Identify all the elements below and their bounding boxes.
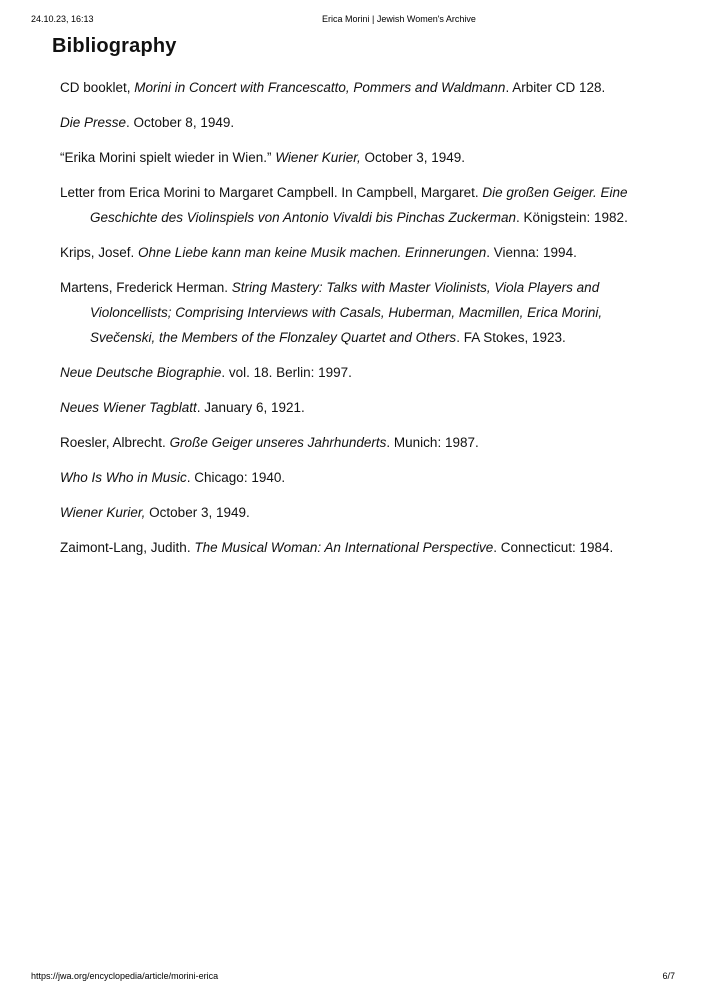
entry-text-segment: . Munich: 1987. [386, 435, 479, 450]
bibliography-entry [60, 145, 640, 170]
bibliography-entry [60, 240, 640, 265]
entry-title-segment: Ohne Liebe kann man keine Musik machen. Erinnerungen [138, 245, 487, 260]
page-number: 6/7 [662, 971, 675, 981]
entry-title-segment: String Mastery: Talks with Master Violinists, Viola Players and Violoncellists; Comprising Interviews with Casals, Huberman, Macmillen, Erica Morini, Svečenski, the Members of the Flonzaley Quartet and Others [90, 280, 603, 345]
entry-text-segment: Letter from Erica Morini to Margaret Campbell. In Campbell, Margaret. [60, 185, 483, 200]
entry-title-segment: Neue Deutsche Biographie [60, 365, 222, 380]
print-header [0, 14, 706, 26]
bibliography-entry [60, 110, 640, 135]
bibliography-entry [60, 275, 640, 350]
entry-text-segment: October 3, 1949. [145, 505, 250, 520]
entry-text-segment: . FA Stokes, 1923. [456, 330, 566, 345]
entry-text-segment: . Königstein: 1982. [515, 210, 628, 225]
bibliography-entry [60, 180, 640, 230]
entry-text-segment: “Erika Morini spielt wieder in Wien.” [60, 150, 276, 165]
entry-title-segment: Who Is Who in Music [60, 470, 187, 485]
bibliography-entry [60, 75, 640, 100]
article-content [52, 33, 652, 570]
entry-text-segment: . Chicago: 1940. [186, 470, 286, 485]
entry-title-segment: Die Presse [60, 115, 127, 130]
entry-title-segment: Neues Wiener Tagblatt [60, 400, 197, 415]
entry-text-segment: CD booklet, [60, 80, 135, 95]
entry-text-segment: . Arbiter CD 128. [505, 80, 606, 95]
bibliography-entry [60, 535, 640, 560]
entry-text-segment: Martens, Frederick Herman. [60, 280, 232, 295]
entry-text-segment: Zaimont-Lang, Judith. [60, 540, 195, 555]
bibliography-entry [60, 465, 640, 490]
entry-text-segment: . October 8, 1949. [126, 115, 235, 130]
entry-text-segment: October 3, 1949. [360, 150, 466, 165]
entry-title-segment: Die großen Geiger. Eine Geschichte des Violinspiels von Antonio Vivaldi bis Pinchas Zuckerman [90, 185, 628, 225]
source-url: https://jwa.org/encyclopedia/article/morini-erica [31, 971, 219, 981]
print-datetime: 24.10.23, 16:13 [31, 14, 94, 24]
bibliography-list [52, 75, 652, 560]
entry-text-segment: Krips, Josef. [60, 245, 139, 260]
entry-text-segment: . Vienna: 1994. [486, 245, 577, 260]
entry-title-segment: Morini in Concert with Francescatto, Pommers and Waldmann [134, 80, 506, 95]
entry-title-segment: Wiener Kurier, [60, 505, 146, 520]
entry-title-segment: Wiener Kurier, [275, 150, 361, 165]
entry-title-segment: The Musical Woman: An International Perspective [194, 540, 494, 555]
bibliography-entry [60, 430, 640, 455]
entry-title-segment: Große Geiger unseres Jahrhunderts [169, 435, 387, 450]
bibliography-entry [60, 360, 640, 385]
entry-text-segment: Roesler, Albrecht. [60, 435, 170, 450]
bibliography-entry [60, 500, 640, 525]
print-footer [0, 971, 706, 983]
entry-text-segment: . vol. 18. Berlin: 1997. [221, 365, 352, 380]
section-title: Bibliography [52, 35, 177, 57]
bibliography-entry [60, 395, 640, 420]
print-document-title: Erica Morini | Jewish Women's Archive [322, 14, 476, 24]
entry-text-segment: . January 6, 1921. [196, 400, 305, 415]
entry-text-segment: . Connecticut: 1984. [493, 540, 614, 555]
